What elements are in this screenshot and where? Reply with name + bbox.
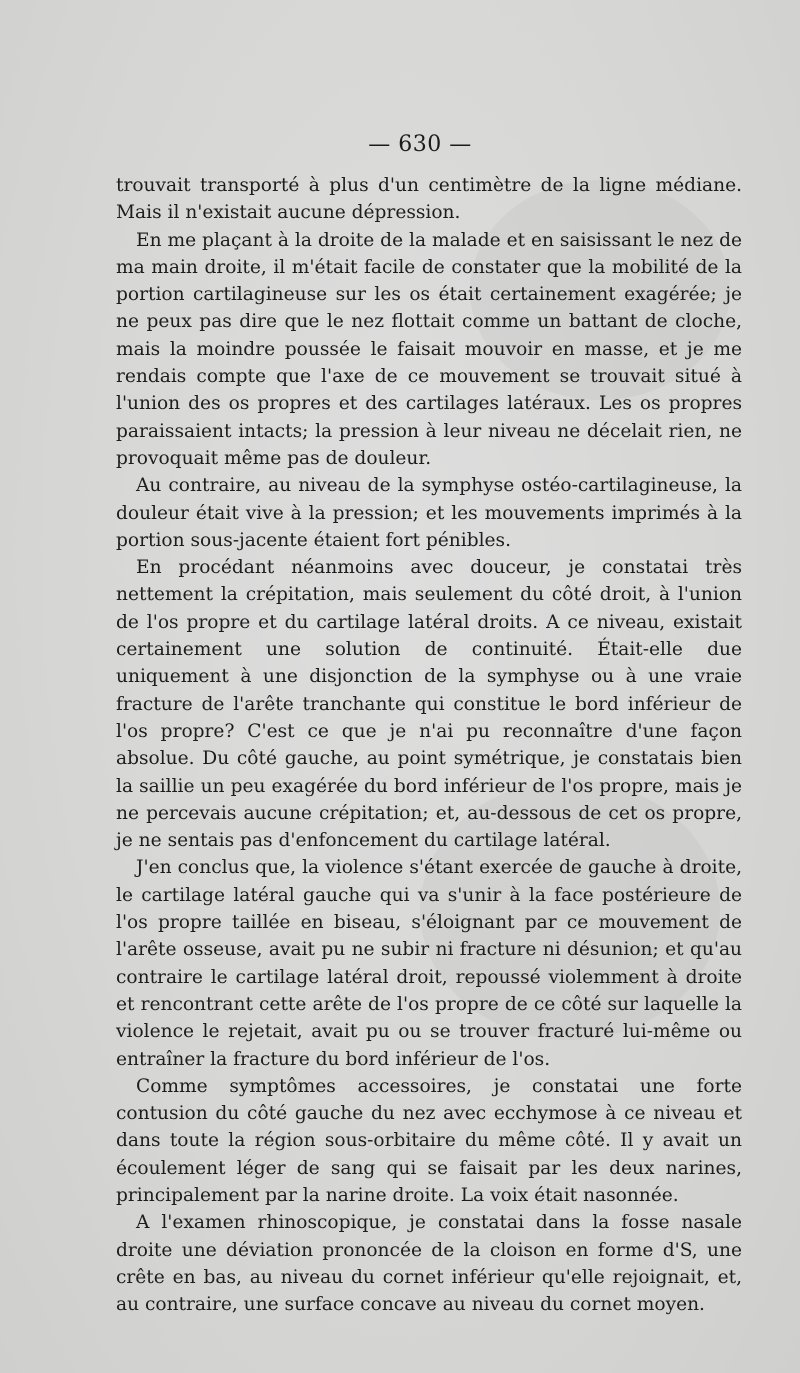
paragraph: trouvait transporté à plus d'un centimètre de la ligne médiane. Mais il n'existait aucune dépression. <box>116 175 742 224</box>
paragraph: En me plaçant à la droite de la malade et en saisissant le nez de ma main droite, il m'était facile de constater que la mobilité de la portion cartilagineuse sur les os était certainement exagérée; je ne peux pas dire que le nez flottait comme un battant de cloche, mais la moindre poussée le faisait mouvoir en masse, et je me rendais compte que l'axe de ce mouvement se trouvait situé à l'union des os propres et des cartilages latéraux. Les os propres paraissaient intacts; la pression à leur niveau ne décelait rien, ne provoquait même pas de douleur. <box>116 229 742 469</box>
page-number: — 630 — <box>368 132 472 157</box>
paragraph: En procédant néanmoins avec douceur, je constatai très nettement la crépitation, mais seulement du côté droit, à l'union de l'os propre et du cartilage latéral droits. A ce niveau, existait certainement une solution de continuité. Était-elle due uniquement à une disjonction de la symphyse ou à une vraie fracture de l'arête tranchante qui constitue le bord inférieur de l'os propre? C'est ce que je n'ai pu reconnaître d'une façon absolue. Du côté gauche, au point symétrique, je constatais bien la saillie un peu exagérée du bord inférieur de l'os propre, mais je ne percevais aucune crépitation; et, au-dessous de cet os propre, je ne sentais pas d'enfoncement du cartilage latéral. <box>116 557 742 852</box>
paragraph: Comme symptômes accessoires, je constatai une forte contusion du côté gauche du nez avec ecchymose à ce niveau et dans toute la région sous-orbitaire du même côté. Il y avait un écoulement léger de sang qui se faisait par les deux narines, principalement par la narine droite. La voix était nasonnée. <box>116 1075 742 1206</box>
paragraph: J'en conclus que, la violence s'étant exercée de gauche à droite, le cartilage latéral gauche qui va s'unir à la face postérieure de l'os propre taillée en biseau, s'éloignant par ce mouvement de l'arête osseuse, avait pu ne subir ni fracture ni désunion; et qu'au contraire le cartilage latéral droit, repoussé violemment à droite et rencontrant cette arête de l'os propre de ce côté sur laquelle la violence le rejetait, avait pu ou se trouver fracturé lui-même ou entraîner la fracture du bord inférieur de l'os. <box>116 857 742 1070</box>
body-text <box>116 172 742 1318</box>
paragraph: Au contraire, au niveau de la symphyse ostéo-cartilagineuse, la douleur était vive à la pression; et les mouvements imprimés à la portion sous-jacente étaient fort pénibles. <box>116 475 742 551</box>
paragraph: A l'examen rhinoscopique, je constatai dans la fosse nasale droite une déviation prononcée de la cloison en forme d'S, une crête en bas, au niveau du cornet inférieur qu'elle rejoignait, et, au contraire, une surface concave au niveau du cornet moyen. <box>116 1212 742 1316</box>
